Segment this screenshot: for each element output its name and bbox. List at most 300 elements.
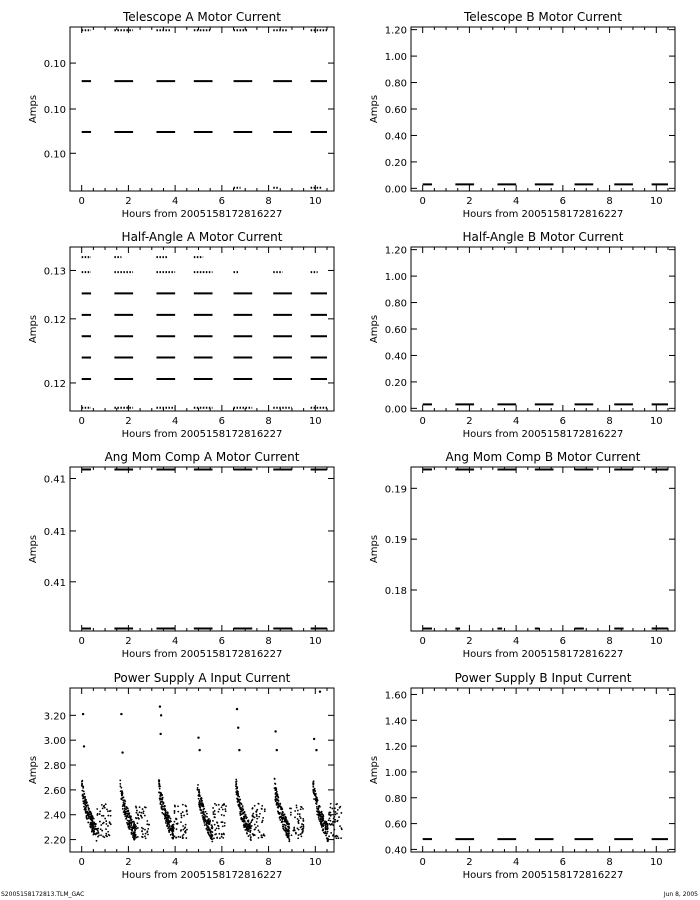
data-point	[136, 817, 138, 819]
data-point	[103, 836, 105, 838]
data-point	[282, 824, 284, 826]
data-point	[287, 833, 289, 835]
x-tick-label: 4	[171, 857, 179, 868]
data-point	[175, 818, 177, 820]
data-point	[124, 800, 126, 802]
data-point-outlier	[198, 749, 200, 751]
y-tick-label: 2.40	[43, 810, 66, 822]
y-tick-label: 0.41	[43, 577, 66, 589]
data-point	[255, 827, 257, 829]
data-point	[243, 816, 245, 818]
x-tick-label: 10	[308, 416, 322, 427]
y-tick-label: 0.20	[384, 157, 407, 169]
data-point	[102, 807, 104, 809]
data-point	[335, 836, 337, 838]
data-point	[333, 829, 335, 831]
data-point	[256, 818, 258, 820]
data-point	[87, 822, 89, 824]
data-point	[92, 830, 94, 832]
data-point	[165, 811, 167, 813]
footer-filename: S2005158172813.TLM_GAC	[1, 891, 85, 898]
data-point	[322, 815, 324, 817]
data-point	[281, 808, 283, 810]
data-point	[334, 821, 336, 823]
data-point	[290, 812, 292, 814]
x-tick-label: 6	[559, 857, 567, 868]
data-point	[240, 814, 242, 816]
data-point	[141, 817, 143, 819]
x-tick-label: 2	[125, 636, 132, 647]
data-point	[181, 817, 183, 819]
data-point	[91, 820, 93, 822]
data-point	[205, 811, 207, 813]
data-point	[334, 807, 336, 809]
data-point	[330, 820, 332, 822]
data-point	[237, 795, 239, 797]
data-point	[185, 824, 187, 826]
data-point	[282, 811, 284, 813]
data-point	[198, 803, 200, 805]
y-axis-label: Amps	[28, 534, 39, 564]
data-point	[259, 813, 261, 815]
data-point	[128, 812, 130, 814]
data-point	[217, 825, 219, 827]
data-point	[145, 837, 147, 839]
data-point	[205, 828, 207, 830]
data-point-outlier	[197, 736, 199, 738]
data-point	[119, 779, 121, 781]
data-point	[123, 803, 125, 805]
data-point	[146, 823, 148, 825]
chart-title: Power Supply A Input Current	[113, 671, 291, 685]
data-point	[299, 816, 301, 818]
x-tick-label: 6	[559, 636, 567, 647]
data-point	[133, 821, 135, 823]
x-tick-label: 0	[78, 416, 85, 427]
x-tick-label: 8	[265, 636, 272, 647]
data-point	[88, 812, 90, 814]
data-point	[216, 837, 218, 839]
data-point	[302, 824, 304, 826]
y-tick-label: 3.00	[43, 736, 66, 748]
data-point	[107, 825, 109, 827]
y-tick-label: 1.20	[384, 25, 407, 37]
data-point	[218, 833, 220, 835]
y-tick-label: 0.10	[43, 105, 66, 116]
data-point	[137, 814, 139, 816]
data-point	[124, 815, 126, 817]
data-point	[184, 826, 186, 828]
data-point	[165, 817, 167, 819]
data-point	[124, 807, 126, 809]
data-point	[96, 808, 98, 810]
data-point	[122, 797, 124, 799]
data-point	[340, 837, 342, 839]
data-point	[175, 837, 177, 839]
data-point	[170, 830, 172, 832]
data-point	[214, 810, 216, 812]
data-point	[134, 830, 136, 832]
data-point	[182, 837, 184, 839]
data-point	[147, 830, 149, 832]
data-point	[213, 813, 215, 815]
x-tick-label: 6	[559, 196, 567, 207]
data-point	[239, 811, 241, 813]
data-point	[137, 817, 139, 819]
data-point	[250, 821, 252, 823]
x-tick-label: 8	[606, 636, 613, 647]
data-point	[331, 824, 333, 826]
data-point	[276, 802, 278, 804]
data-point	[91, 829, 93, 831]
data-point	[88, 815, 90, 817]
data-point	[165, 820, 167, 822]
chart-panel-7	[28, 671, 343, 881]
data-point	[139, 806, 141, 808]
chart-panel-6	[369, 450, 675, 660]
data-point	[246, 833, 248, 835]
footer-date: Jun 8, 2005	[663, 891, 698, 898]
data-point	[88, 809, 90, 811]
data-point	[211, 825, 213, 827]
y-tick-label: 0.12	[43, 378, 66, 390]
x-tick-label: 8	[265, 857, 272, 868]
data-point	[287, 820, 289, 822]
data-point	[261, 805, 263, 807]
x-tick-label: 8	[606, 857, 613, 868]
data-point	[276, 804, 278, 806]
data-point	[86, 815, 88, 817]
data-point	[290, 808, 292, 810]
data-point	[296, 807, 298, 809]
data-point	[211, 841, 213, 843]
data-point	[172, 838, 174, 840]
data-point	[259, 831, 261, 833]
data-point	[121, 799, 123, 801]
data-point	[133, 831, 135, 833]
data-point	[218, 811, 220, 813]
plot-frame	[411, 247, 675, 411]
data-point	[340, 812, 342, 814]
data-point	[290, 814, 292, 816]
data-point-outlier	[159, 705, 161, 707]
data-point	[147, 828, 149, 830]
data-point	[248, 826, 250, 828]
data-point	[93, 821, 95, 823]
data-point	[240, 807, 242, 809]
y-tick-label: 0.19	[384, 535, 407, 547]
data-point	[332, 824, 334, 826]
data-point	[224, 822, 226, 824]
data-point	[83, 806, 85, 808]
y-tick-label: 0.00	[384, 404, 407, 416]
data-point	[131, 823, 133, 825]
x-tick-label: 6	[218, 636, 226, 647]
plot-frame	[70, 247, 334, 411]
data-point	[139, 811, 141, 813]
data-point	[164, 808, 166, 810]
data-point	[180, 821, 182, 823]
data-point	[277, 797, 279, 799]
data-point	[100, 824, 102, 826]
data-point	[131, 828, 133, 830]
data-point	[162, 806, 164, 808]
data-point	[174, 821, 176, 823]
data-point	[297, 810, 299, 812]
data-point	[301, 835, 303, 837]
data-point	[144, 829, 146, 831]
data-point	[222, 837, 224, 839]
data-point	[222, 809, 224, 811]
data-point	[237, 791, 239, 793]
data-point	[82, 795, 84, 797]
data-points	[81, 691, 343, 843]
data-point	[254, 824, 256, 826]
data-point	[210, 830, 212, 832]
data-point-outlier	[82, 713, 84, 715]
x-tick-label: 6	[218, 196, 226, 207]
data-point	[302, 831, 304, 833]
data-point	[281, 821, 283, 823]
data-point	[315, 798, 317, 800]
data-point	[100, 834, 102, 836]
x-tick-label: 8	[606, 416, 613, 427]
data-point	[135, 812, 137, 814]
data-point	[170, 820, 172, 822]
data-point	[336, 813, 338, 815]
data-point	[316, 806, 318, 808]
data-point	[176, 828, 178, 830]
data-point	[110, 815, 112, 817]
data-point	[303, 826, 305, 828]
data-point	[211, 838, 213, 840]
y-tick-label: 1.40	[384, 716, 407, 728]
data-point	[209, 821, 211, 823]
data-point	[81, 785, 83, 787]
data-point	[221, 834, 223, 836]
data-point	[279, 813, 281, 815]
data-point	[277, 810, 279, 812]
data-point	[218, 828, 220, 830]
data-point	[205, 823, 207, 825]
data-point-outlier	[121, 751, 123, 753]
data-point	[301, 826, 303, 828]
data-point	[237, 798, 239, 800]
y-tick-label: 0.40	[384, 351, 407, 363]
y-axis-label: Amps	[28, 314, 39, 344]
x-tick-label: 0	[419, 857, 426, 868]
data-point	[243, 818, 245, 820]
data-point	[313, 792, 315, 794]
data-point	[288, 823, 290, 825]
y-tick-label: 0.10	[43, 59, 66, 71]
data-point	[280, 816, 282, 818]
data-point	[235, 785, 237, 787]
data-point	[293, 828, 295, 830]
data-point	[235, 779, 237, 781]
y-axis-label: Amps	[369, 314, 380, 344]
data-point	[333, 810, 335, 812]
data-point	[250, 839, 252, 841]
data-point	[103, 815, 105, 817]
data-point	[294, 810, 296, 812]
data-point	[125, 817, 127, 819]
data-point	[135, 825, 137, 827]
data-point	[332, 835, 334, 837]
x-tick-label: 0	[78, 857, 85, 868]
data-point	[321, 816, 323, 818]
data-point	[335, 814, 337, 816]
data-point	[297, 837, 299, 839]
data-point	[178, 836, 180, 838]
data-point	[161, 812, 163, 814]
data-point	[95, 823, 97, 825]
data-point	[335, 837, 337, 839]
data-point	[210, 834, 212, 836]
data-point	[222, 821, 224, 823]
data-point	[159, 788, 161, 790]
data-point	[82, 800, 84, 802]
data-point	[124, 812, 126, 814]
data-point	[256, 815, 258, 817]
chart-title: Half-Angle A Motor Current	[121, 230, 283, 244]
plot-frame	[70, 467, 334, 631]
data-point	[87, 804, 89, 806]
data-point	[219, 837, 221, 839]
data-point	[97, 830, 99, 832]
data-point	[125, 813, 127, 815]
y-tick-label: 0.40	[384, 131, 407, 143]
chart-title: Half-Angle B Motor Current	[462, 230, 624, 244]
data-point	[316, 808, 318, 810]
x-tick-label: 6	[559, 416, 567, 427]
data-point	[260, 834, 262, 836]
data-point	[318, 805, 320, 807]
data-point	[207, 820, 209, 822]
data-point	[168, 816, 170, 818]
data-point	[96, 833, 98, 835]
data-point-outlier	[120, 713, 122, 715]
y-tick-label: 0.80	[384, 793, 407, 805]
data-point	[203, 820, 205, 822]
data-point	[133, 838, 135, 840]
data-point	[262, 820, 264, 822]
data-point	[213, 816, 215, 818]
data-point	[105, 820, 107, 822]
y-tick-label: 0.13	[43, 266, 66, 278]
x-axis-label: Hours from 2005158172816227	[121, 870, 283, 881]
x-tick-label: 2	[125, 416, 132, 427]
x-tick-label: 4	[512, 857, 520, 868]
data-point	[225, 805, 227, 807]
data-point	[235, 783, 237, 785]
chart-panel-4	[369, 230, 675, 440]
chart-title: Telescope B Motor Current	[463, 10, 623, 24]
data-point	[314, 794, 316, 796]
data-point	[275, 795, 277, 797]
data-point	[158, 779, 160, 781]
data-point	[248, 835, 250, 837]
data-point	[202, 817, 204, 819]
data-point	[144, 806, 146, 808]
data-point	[86, 817, 88, 819]
data-point	[99, 821, 101, 823]
data-point	[312, 782, 314, 784]
chart-panel-2	[369, 10, 675, 220]
data-point	[258, 830, 260, 832]
y-tick-label: 3.20	[43, 711, 66, 723]
data-point	[279, 819, 281, 821]
data-point	[256, 821, 258, 823]
data-point	[330, 815, 332, 817]
y-axis-label: Amps	[369, 755, 380, 785]
data-point	[172, 827, 174, 829]
chart-panel-1	[28, 10, 334, 220]
y-tick-label: 2.80	[43, 761, 66, 773]
data-point-outlier	[83, 745, 85, 747]
data-point	[203, 822, 205, 824]
x-tick-label: 0	[419, 196, 426, 207]
data-point	[275, 793, 277, 795]
data-point	[161, 808, 163, 810]
data-point	[130, 815, 132, 817]
data-point	[94, 828, 96, 830]
y-tick-label: 1.20	[384, 742, 407, 754]
y-tick-label: 1.60	[384, 690, 407, 702]
data-point	[297, 818, 299, 820]
data-point	[318, 812, 320, 814]
data-point	[128, 826, 130, 828]
data-point	[328, 819, 330, 821]
y-axis-label: Amps	[369, 94, 380, 124]
x-axis-label: Hours from 2005158172816227	[121, 649, 283, 660]
data-point	[314, 788, 316, 790]
data-point	[109, 822, 111, 824]
data-point	[107, 815, 109, 817]
data-point	[284, 824, 286, 826]
data-point	[197, 784, 199, 786]
data-point	[177, 805, 179, 807]
data-point	[315, 802, 317, 804]
x-tick-label: 4	[171, 636, 179, 647]
x-tick-label: 8	[606, 196, 613, 207]
data-point	[216, 827, 218, 829]
data-point	[208, 823, 210, 825]
data-point	[274, 783, 276, 785]
data-point	[146, 820, 148, 822]
data-point	[242, 805, 244, 807]
data-point	[125, 808, 127, 810]
data-point	[170, 818, 172, 820]
data-point	[92, 816, 94, 818]
chart-panel-8	[369, 671, 675, 881]
x-tick-label: 2	[466, 416, 473, 427]
data-point	[221, 814, 223, 816]
data-point	[337, 809, 339, 811]
data-point	[284, 821, 286, 823]
data-point	[255, 811, 257, 813]
data-point	[158, 786, 160, 788]
x-axis-label: Hours from 2005158172816227	[462, 649, 624, 660]
y-tick-label: 2.60	[43, 785, 66, 797]
data-point	[109, 810, 111, 812]
data-point	[105, 833, 107, 835]
x-axis-label: Hours from 2005158172816227	[121, 209, 283, 220]
data-point	[298, 834, 300, 836]
y-tick-label: 0.41	[43, 474, 66, 486]
x-tick-label: 4	[171, 196, 179, 207]
data-point	[93, 825, 95, 827]
